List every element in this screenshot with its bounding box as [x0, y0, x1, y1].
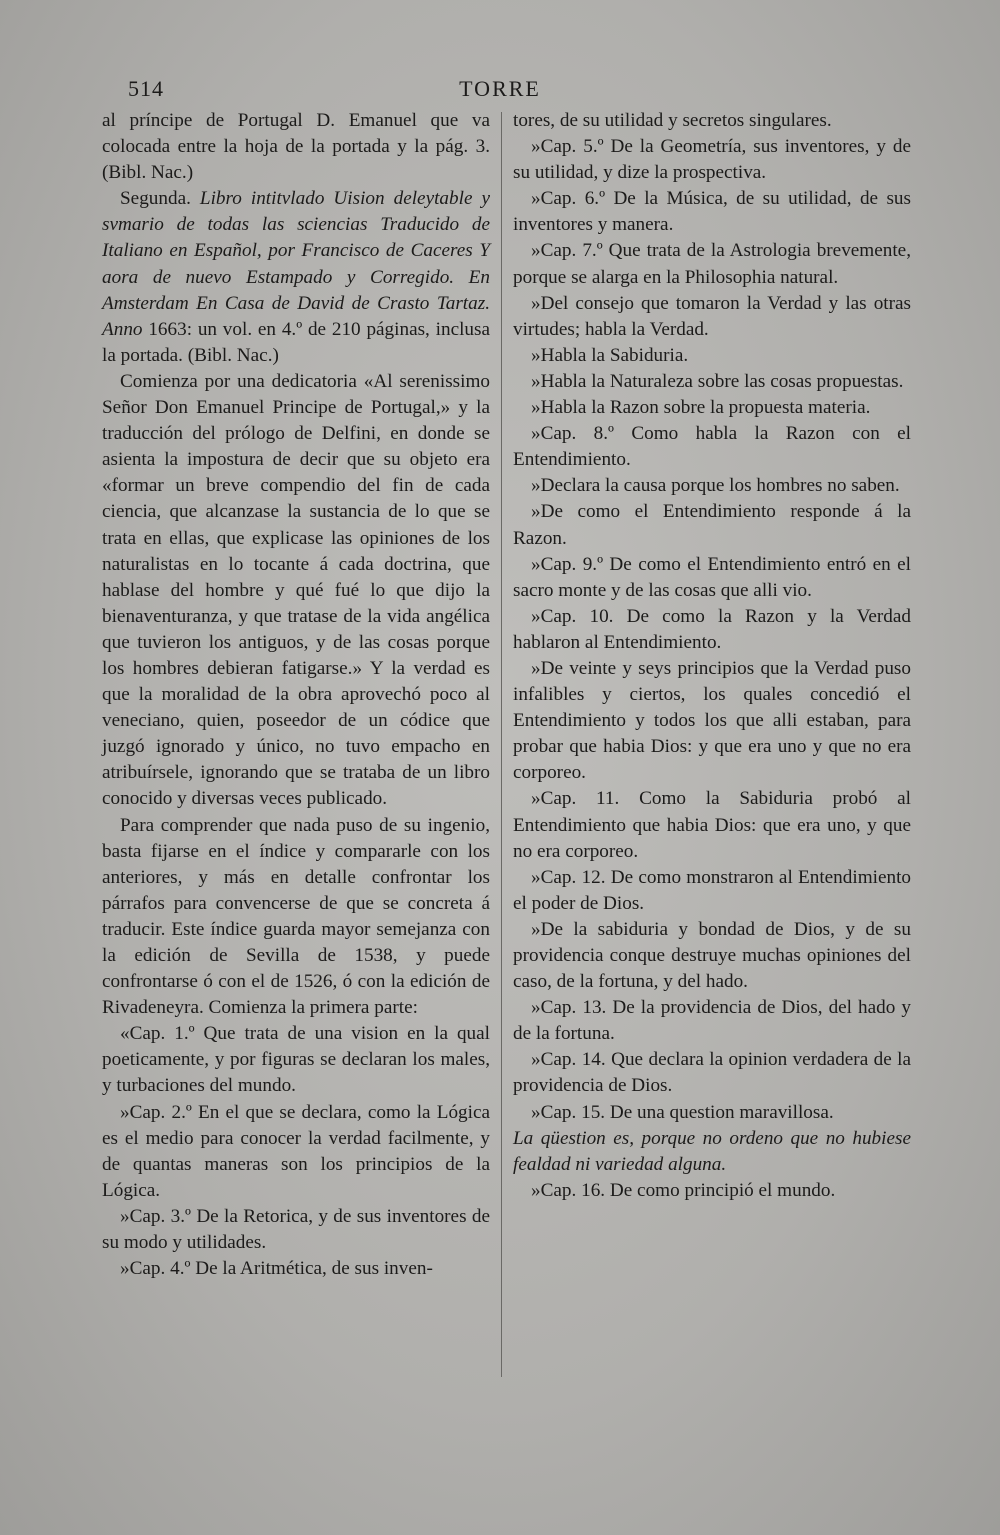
paragraph-tail: 1663: un vol. en 4.º de 210 páginas, inclusa la portada. (Bibl. Nac.) — [102, 318, 490, 366]
paragraph: »Habla la Sabiduria. — [531, 344, 689, 366]
paragraph: »Cap. 5.º De la Geometría, sus inventores, y de su utilidad, y dize la prospectiva. — [513, 136, 911, 184]
paragraph: al príncipe de Portugal D. Emanuel que va colocada entre la hoja de la portada y la pág. 3. (Bibl. Nac.) — [102, 110, 490, 184]
paragraph: tores, de su utilidad y secretos singulares. — [513, 110, 832, 131]
paragraph: »De la sabiduria y bondad de Dios, y de su providencia conque destruye muchas opiniones del caso, de la fortuna, y del hado. — [513, 918, 911, 993]
page-number: 514 — [128, 76, 164, 101]
right-column — [513, 108, 911, 1204]
paragraph: Para comprender que nada puso de su ingenio, basta fijarse en el índice y compararle con los anteriores, y más en detalle confrontar los párrafos para convencerse de que se concreta á traducir. Este índice guarda mayor semejanza con la edición de Sevilla de 1538, y puede confrontarse ó con el de 1526, ó con la edición de Rivadeneyra. Comienza la primera parte: — [102, 814, 490, 1019]
running-head: TORRE — [459, 76, 541, 101]
italic-title: Libro intitvlado Uision deleytable y svmario de todas las sciencias Traducido de Italiano en Español, por Francisco de Caceres Y aora de nuevo Estampado y Corregido. En Amsterdam En Casa de David de Crasto Tartaz. Anno — [102, 188, 490, 340]
paragraph: »Del consejo que tomaron la Verdad y las otras virtudes; habla la Verdad. — [513, 292, 911, 340]
paragraph: »Cap. 4.º De la Aritmética, de sus inven- — [120, 1258, 433, 1280]
paragraph: »Cap. 6.º De la Música, de su utilidad, de sus inventores y manera. — [513, 188, 911, 236]
paragraph-lead: Segunda. — [120, 188, 200, 210]
paragraph: »Cap. 8.º Como habla la Razon con el Entendimiento. — [513, 423, 911, 471]
paragraph: «Cap. 1.º Que trata de una vision en la qual poeticamente, y por figuras se declaran los males, y turbaciones del mundo. — [102, 1023, 490, 1097]
paragraph: »Cap. 15. De una question maravillosa. — [531, 1101, 834, 1123]
paragraph: »Habla la Razon sobre la propuesta materia. — [531, 397, 871, 419]
paragraph: »Declara la causa porque los hombres no saben. — [531, 475, 900, 497]
paragraph: »Cap. 2.º En el que se declara, como la Lógica es el medio para conocer la verdad facilmente, y de quantas maneras son los principios de la Lógica. — [102, 1101, 490, 1201]
paragraph: »Cap. 12. De como monstraron al Entendimiento el poder de Dios. — [513, 866, 911, 914]
paragraph: »Cap. 10. De como la Razon y la Verdad hablaron al Entendimiento. — [513, 605, 911, 653]
paragraph: »De veinte y seys principios que la Verdad puso infalibles y ciertos, los quales concedió el Entendimiento y todos los que alli estaban, para probar que habia Dios: y que era uno y que no era corporeo. — [513, 657, 911, 784]
italic-note — [513, 1126, 911, 1178]
paragraph: »De como el Entendimiento responde á la Razon. — [513, 501, 911, 549]
paragraph: »Cap. 14. Que declara la opinion verdadera de la providencia de Dios. — [513, 1049, 911, 1097]
paragraph: »Cap. 13. De la providencia de Dios, del hado y de la fortuna. — [513, 997, 911, 1045]
left-column — [102, 108, 490, 1282]
italic-note-text: La qüestion es, porque no ordeno que no hubiese fealdad ni variedad alguna. — [513, 1127, 911, 1175]
paragraph: »Cap. 3.º De la Retorica, y de sus inventores de su modo y utilidades. — [102, 1205, 490, 1254]
paragraph: »Cap. 16. De como principió el mundo. — [531, 1179, 836, 1201]
paragraph: »Cap. 9.º De como el Entendimiento entró en el sacro monte y de las cosas que alli vio. — [513, 553, 911, 601]
paragraph: »Habla la Naturaleza sobre las cosas propuestas. — [531, 370, 904, 392]
paragraph: Comienza por una dedicatoria «Al serenissimo Señor Don Emanuel Principe de Portugal,» y la traducción del prólogo de Delfini, en donde se asienta la impostura de decir que su objeto era «formar un breve compendio del fin de cada ciencia, que alcanzase la sustancia de lo que se trata en ellas, que explicase las opiniones de los naturalistas en lo tocante á cada doctrina, que hablase del hombre y qué fué lo que dijo la bienaventuranza, y que tratase de la vida angélica que tuvieron los antiguos, y de las cosas porque los hombres debieran fatigarse.» Y la verdad es que la moralidad de la obra aprovechó poco al veneciano, quien, poseedor de un códice que juzgó ignorado y único, no tuvo empacho en atribuírsele, ignorando que se trataba de un libro conocido y diversas veces publicado. — [102, 370, 490, 810]
paragraph — [102, 186, 490, 369]
page-header — [0, 76, 1000, 106]
paragraph: »Cap. 7.º Que trata de la Astrologia brevemente, porque se alarga en la Philosophia natural. — [513, 240, 911, 288]
column-divider — [501, 112, 502, 1377]
paragraph: »Cap. 11. Como la Sabiduria probó al Entendimiento que habia Dios: que era uno, y que no era corporeo. — [513, 788, 911, 862]
